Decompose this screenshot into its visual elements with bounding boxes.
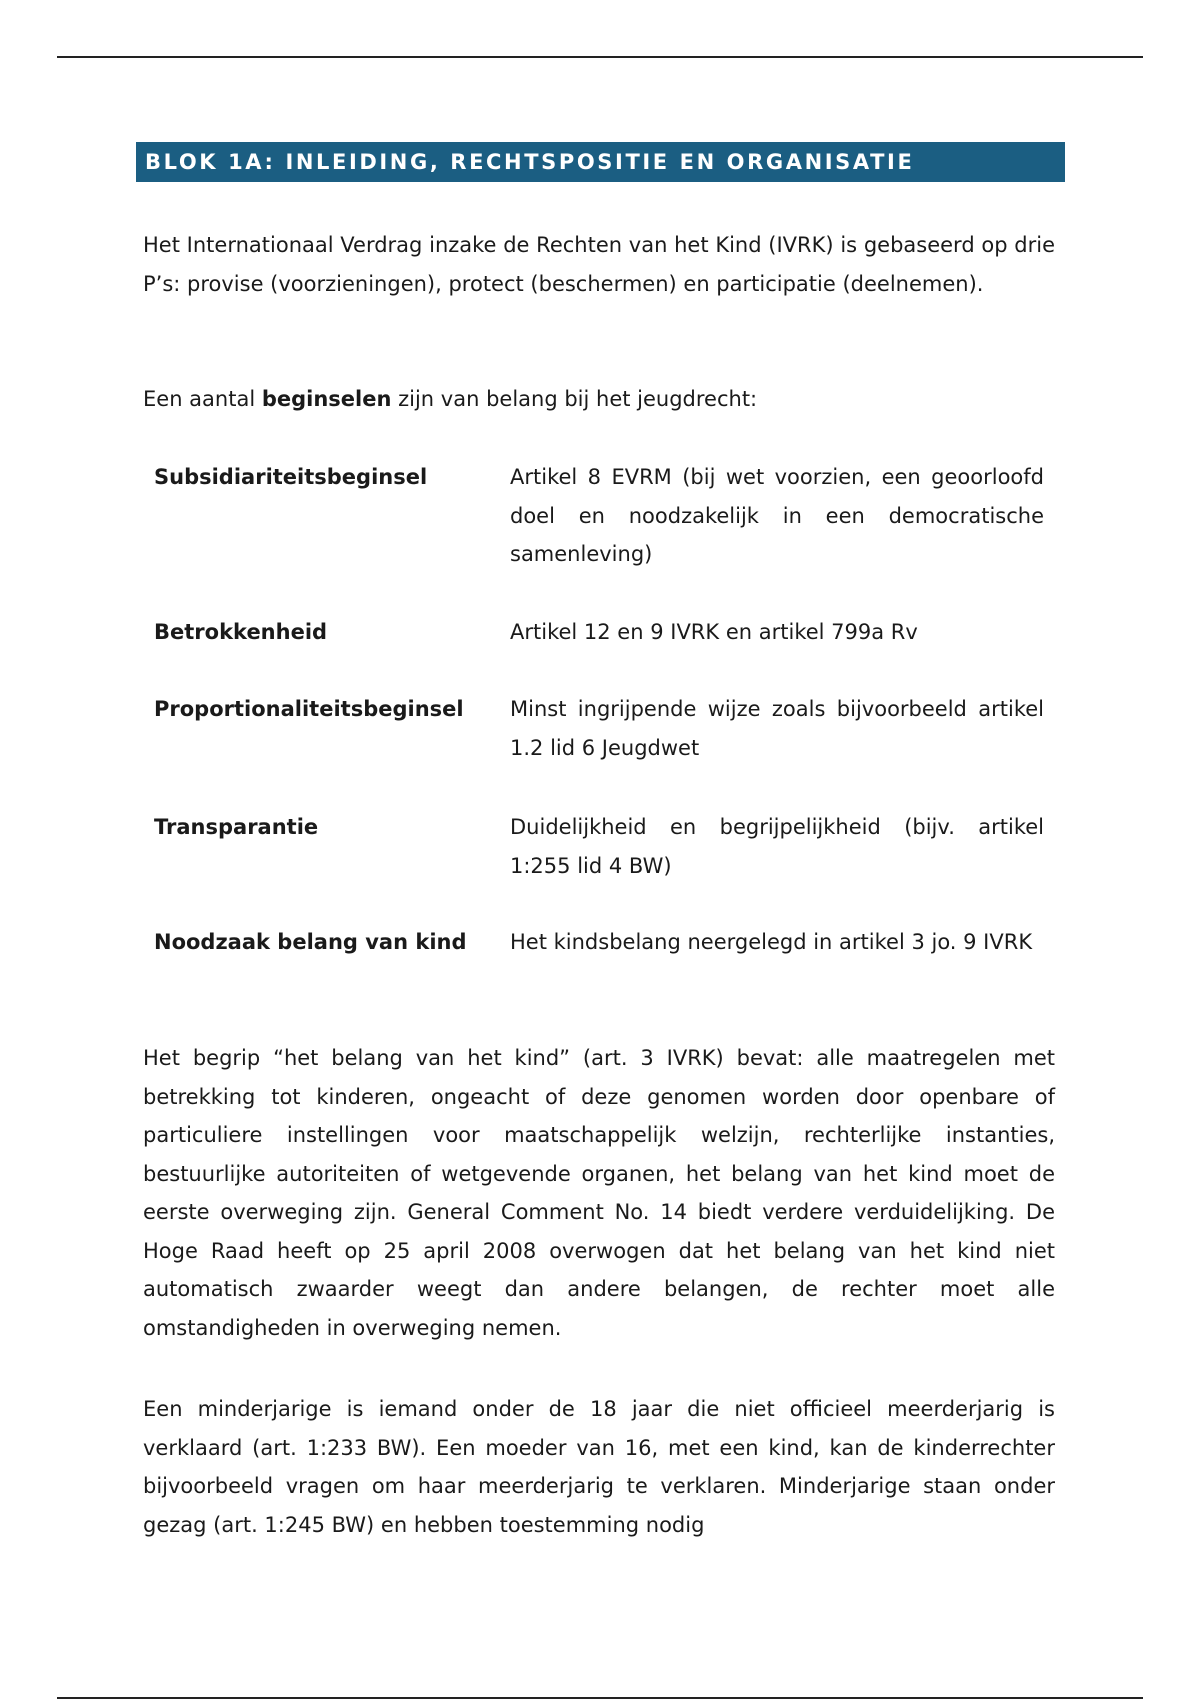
section-heading: BLOK 1A: INLEIDING, RECHTSPOSITIE EN ORGANISATIE bbox=[145, 150, 915, 174]
principles-intro-paragraph bbox=[143, 380, 1055, 419]
principle-description: Het kindsbelang neergelegd in artikel 3 jo. 9 IVRK bbox=[510, 930, 1033, 954]
principle-description: Artikel 8 EVRM (bij wet voorzien, een geoorloofd doel en noodzakelijk in een democratische samenleving) bbox=[510, 465, 1044, 566]
intro-paragraph: Het Internationaal Verdrag inzake de Rechten van het Kind (IVRK) is gebaseerd op drie P’s: provise (voorzieningen), protect (beschermen) en participatie (deelnemen). bbox=[143, 233, 1055, 296]
principle-description: Artikel 12 en 9 IVRK en artikel 799a Rv bbox=[510, 620, 918, 644]
principle-term: Betrokkenheid bbox=[154, 620, 328, 644]
principle-term: Transparantie bbox=[154, 815, 319, 839]
principle-description: Duidelijkheid en begrijpelijkheid (bijv. artikel 1:255 lid 4 BW) bbox=[510, 815, 1044, 878]
principles-intro-bold: beginselen bbox=[261, 387, 392, 411]
page-bottom-rule bbox=[57, 1697, 1143, 1699]
section-heading-bar bbox=[136, 142, 1065, 182]
principles-intro-text-end: zijn van belang bij het jeugdrecht: bbox=[391, 387, 758, 411]
principle-term: Subsidiariteitsbeginsel bbox=[154, 465, 428, 489]
principles-intro-text: Een aantal bbox=[143, 387, 262, 411]
principle-description: Minst ingrijpende wijze zoals bijvoorbeeld artikel 1.2 lid 6 Jeugdwet bbox=[510, 697, 1044, 760]
belang-van-het-kind-paragraph: Het begrip “het belang van het kind” (art. 3 IVRK) bevat: alle maatregelen met betrekking tot kinderen, ongeacht of deze genomen worden door openbare of particuliere instellingen voor maatschappelijk welzijn, rechterlijke instanties, bestuurlijke autoriteiten of wetgevende organen, het belang van het kind moet de eerste overweging zijn. General Comment No. 14 biedt verdere verduidelijking. De Hoge Raad heeft op 25 april 2008 overwogen dat het belang van het kind niet automatisch zwaarder weegt dan andere belangen, de rechter moet alle omstandigheden in overweging nemen. bbox=[143, 1046, 1055, 1340]
page-top-rule bbox=[57, 56, 1143, 58]
principle-term: Noodzaak belang van kind bbox=[154, 930, 467, 954]
minderjarige-paragraph: Een minderjarige is iemand onder de 18 jaar die niet officieel meerderjarig is verklaard (art. 1:233 BW). Een moeder van 16, met een kind, kan de kinderrechter bijvoorbeeld vragen om haar meerderjarig te verklaren. Minderjarige staan onder gezag (art. 1:245 BW) en hebben toestemming nodig bbox=[143, 1397, 1055, 1537]
principle-term: Proportionaliteitsbeginsel bbox=[154, 697, 464, 721]
